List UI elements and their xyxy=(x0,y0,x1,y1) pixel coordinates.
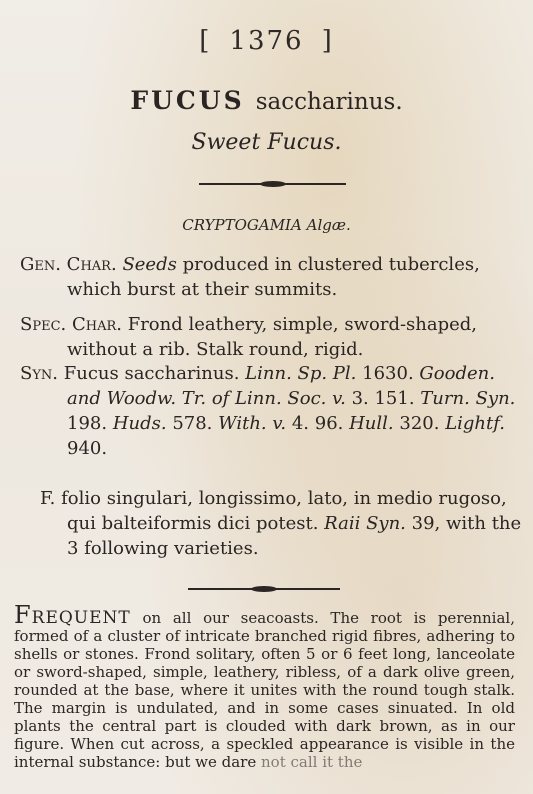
spec-char-continuation: without a rib. Stalk round, rigid. xyxy=(67,339,364,360)
synonymy xyxy=(20,361,525,461)
dropcap-word: Frequent xyxy=(14,601,131,629)
syn-line1-plain: Fucus saccharinus. xyxy=(63,363,240,384)
variety-line2-rest: 39, with the xyxy=(411,513,522,534)
body-line: cases sinuated. In old plants the central part is clouded with xyxy=(14,699,515,735)
spec-char-label: Spec. Char. xyxy=(20,314,122,335)
syn-line1-italic-b: Gooden. xyxy=(419,363,495,384)
bracket-left: [ xyxy=(199,26,212,56)
specific-character xyxy=(20,312,525,362)
syn-label: Syn. xyxy=(20,363,59,384)
variety-line2-plain: qui balteiformis dici potest. xyxy=(67,513,319,534)
variety-note xyxy=(40,486,523,561)
syn-line3-num-b: 578. xyxy=(172,413,213,434)
body-line: the round tough stalk. The margin is undulated, and in some xyxy=(14,681,515,717)
common-name: Sweet Fucus. xyxy=(191,130,342,155)
page-number-value: 1376 xyxy=(229,26,304,56)
syn-line3-num-d: 320. xyxy=(399,413,440,434)
variety-continuation xyxy=(40,511,523,561)
gen-char-text: produced in clustered tubercles, xyxy=(176,254,480,275)
body-line: lanceolate or sword-shaped, simple, leathery, ribless, of a xyxy=(14,645,515,681)
ornamental-rule-2 xyxy=(188,588,340,590)
syn-line4-italic: Lightf. xyxy=(445,413,505,434)
gen-char-continuation: which burst at their summits. xyxy=(67,279,338,300)
syn-line3-num-a: 198. xyxy=(67,413,108,434)
gen-char-italic: Seeds xyxy=(122,254,177,275)
gen-char-label: Gen. Char. xyxy=(20,254,117,275)
syn-line2-italic-b: Turn. xyxy=(420,388,470,409)
variety-line2-italic: Raii Syn. xyxy=(324,513,406,534)
body-line: formed of a cluster of intricate branched rigid fibres, adhering xyxy=(14,627,495,645)
species-title xyxy=(0,86,533,115)
syn-line2-num: 3. 151. xyxy=(351,388,415,409)
syn-line3-num-c: 4. 96. xyxy=(291,413,344,434)
body-line: on all our seacoasts. The root is perennial, xyxy=(130,609,515,627)
syn-continuation xyxy=(20,386,525,461)
body-line: dark olive green, rounded at the base, where it unites with xyxy=(14,663,515,699)
syn-line2-italic-a: and Woodw. Tr. of Linn. Soc. v. xyxy=(67,388,346,409)
variety-line1: F. folio singulari, longissimo, lato, in medio rugoso, xyxy=(40,488,507,509)
syn-line4-num: 940. xyxy=(67,438,108,459)
syn-line3-italic-d: Hull. xyxy=(349,413,394,434)
syn-line1-italic-a: Linn. Sp. Pl. xyxy=(245,363,357,384)
body-line: dark brown, as in our figure. When cut across, a speckled xyxy=(14,717,515,753)
classification xyxy=(0,216,533,234)
description-body xyxy=(14,601,515,771)
syn-line3-italic-b: Huds. xyxy=(112,413,167,434)
variety-line3: 3 following varieties. xyxy=(67,538,259,559)
bracket-right: ] xyxy=(321,26,334,56)
syn-line1-num: 1630. xyxy=(362,363,414,384)
body-line-cut: not call it the xyxy=(261,753,363,771)
spec-char-text: Frond leathery, simple, sword-shaped, xyxy=(127,314,478,335)
ornamental-rule xyxy=(199,183,346,185)
page-number xyxy=(0,26,533,56)
body-line: appearance is visible in the internal substance: but we dare xyxy=(14,735,515,771)
class-name: CRYPTOGAMIA xyxy=(182,216,302,234)
syn-line3-italic-c: With. v. xyxy=(218,413,287,434)
genus-name: FUCUS xyxy=(130,86,245,115)
species-name: saccharinus. xyxy=(255,89,403,115)
generic-character xyxy=(20,252,525,302)
syn-line3-italic-a: Syn. xyxy=(475,388,516,409)
body-line: to shells or stones. Frond solitary, often 5 or 6 feet long, xyxy=(14,627,515,663)
description-paragraph xyxy=(14,601,515,771)
order-name: Algæ. xyxy=(306,216,351,234)
